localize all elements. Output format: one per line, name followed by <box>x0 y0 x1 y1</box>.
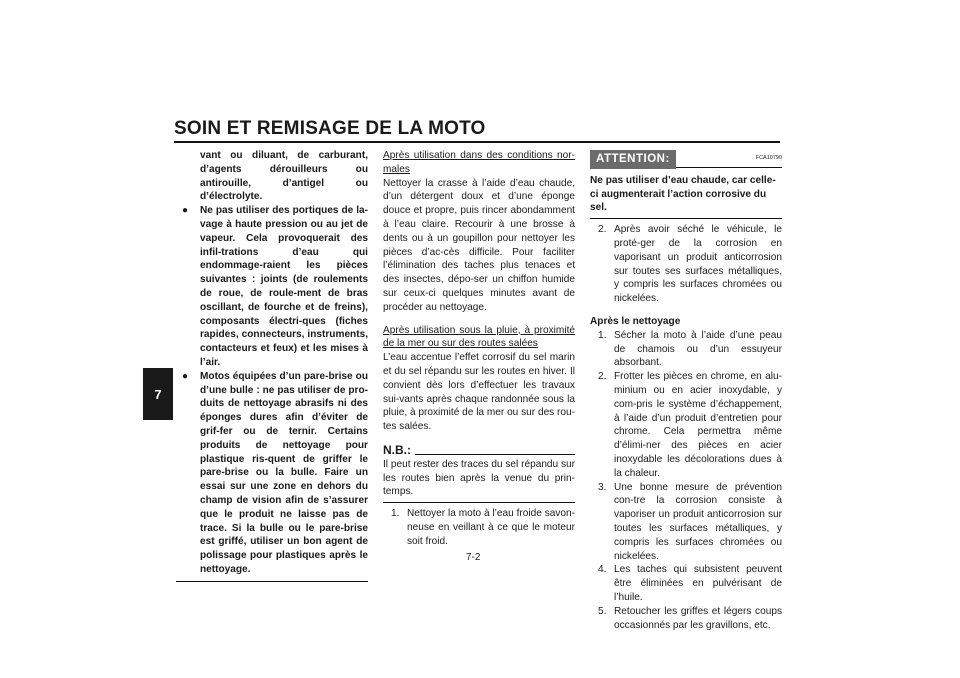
bullet-icon: ● <box>182 370 189 382</box>
step-text: Retoucher les griffes et légers coups occasionnés par les gravillons, etc. <box>614 605 782 631</box>
after-cleaning-heading: Après le nettoyage <box>590 315 681 327</box>
step-text: Sécher la moto à l’aide d’une peau de chamois ou d’un essuyeur absorbant. <box>614 329 782 369</box>
paragraph-normal: Nettoyer la crasse à l’aide d’eau chaude, d’un détergent doux et d’une éponge douce et propre, puis rincer abondamment à l’eau claire. Recourir à une brosse à dents ou à un goupillon pour nettoyer les pièces d’ac-cès difficile. Pour faciliter l’élimination des taches plus tenaces et des insectes, dépo-ser un chiffon humide sur ceux-ci quelques minutes avant de procéder au nettoyage. <box>383 177 575 313</box>
step-number: 5. <box>598 605 607 617</box>
list-item <box>590 329 782 370</box>
step-text: Les taches qui subsistent peuvent être éliminées en pulvérisant de l’huile. <box>614 564 782 603</box>
bullet-text: Ne pas utiliser des portiques de la-vage à haute pression ou au jet de vapeur. Cela provoquerait des infil-trations d’eau qui endommage-raient les pièces suivantes : joints (de roulements de roue, de roule-ment de bras oscillant, de fourche et de freins), composants électri-ques (fiches rapides, connecteurs, instruments, contacteurs et feux) et les mises à l’air. <box>200 205 368 368</box>
step-number: 2. <box>598 371 607 383</box>
step-item <box>383 507 575 548</box>
warning-end-rule <box>176 581 368 582</box>
list-item <box>590 370 782 480</box>
step-text: Une bonne mesure de prévention con-tre la corrosion consiste à vaporiser un produit anticorrosion sur toutes les surfaces métalliques, y compris les surfaces chromées ou nickelées. <box>614 481 782 562</box>
note-end-rule <box>383 502 575 503</box>
bullet-item <box>176 204 368 370</box>
step-item <box>590 223 782 306</box>
paragraph-salt: L’eau accentue l’effet corrosif du sel marin et du sel répandu sur les routes en hiver. Il convient dès lors d’effectuer les travaux sui-vants après chaque randonnée sous la pluie, à proximité de la mer ou sur des rou-tes salées. <box>383 352 575 433</box>
list-item <box>590 481 782 564</box>
step-number: 1. <box>598 329 607 341</box>
bullet-text: Motos équipées d’un pare-brise ou d’une bulle : ne pas utiliser de pro-duits de nettoyage abrasifs ni des éponges dures afin d’éviter de grif-fer ou de ternir. Certains produits de nettoyage pour plastique ris-quent de griffer le pare-brise ou la bulle. Faire un essai sur une zone en dehors du champ de vision afin de s’assurer que le produit ne laisse pas de trace. Si la bulle ou le pare-brise est griffé, utiliser un bon agent de polissage pour plastiques après le nettoyage. <box>200 370 368 575</box>
title-rule <box>174 141 780 143</box>
step-text: Frotter les pièces en chrome, en alu-minium ou en acier inoxydable, y com-pris le système d’échappement, à l’aide d’un produit d’entretien pour chrome. Cela permettra même d’élimi-ner des pièces en acier inoxydable les décolorations dues à la chaleur. <box>614 371 782 479</box>
attention-end-rule <box>590 218 782 219</box>
chapter-tab: 7 <box>143 368 173 420</box>
warning-intro: vant ou diluant, de carburant, d’agents dérouilleurs ou antirouille, d’antigel ou d’électrolyte. <box>200 150 368 203</box>
note-header <box>383 444 575 458</box>
section-heading-salt: Après utilisation sous la pluie, à proximité de la mer ou sur des routes salées <box>383 324 575 350</box>
list-item <box>590 563 782 604</box>
bullet-item <box>176 370 368 577</box>
attention-header <box>590 150 782 169</box>
step-number: 1. <box>391 508 400 520</box>
column-2 <box>383 149 575 549</box>
bullet-icon: ● <box>182 205 189 217</box>
attention-badge: ATTENTION: <box>590 150 676 169</box>
step-number: 3. <box>598 481 607 493</box>
section-heading-normal: Après utilisation dans des conditions nor-males <box>383 150 575 175</box>
page-number: 7-2 <box>466 552 481 563</box>
list-item <box>590 605 782 633</box>
step-number: 2. <box>598 224 607 236</box>
note-label: N.B.: <box>383 442 411 457</box>
note-rule <box>415 454 575 455</box>
note-text: Il peut rester des traces du sel répandu sur les routes bien après la venue du prin-temps. <box>383 458 575 498</box>
step-text: Après avoir séché le véhicule, le proté-ger de la corrosion en vaporisant un produit anticorrosion sur toutes ses surfaces métalliques, y compris les surfaces chromées ou nickelées. <box>614 224 782 305</box>
attention-text: Ne pas utiliser d’eau chaude, car celle-ci augmenterait l’action corrosive du sel. <box>590 174 776 214</box>
page-title: SOIN ET REMISAGE DE LA MOTO <box>174 118 486 139</box>
step-number: 4. <box>598 564 607 576</box>
column-3 <box>590 150 782 632</box>
column-1 <box>176 149 368 582</box>
step-text: Nettoyer la moto à l’eau froide savon-neuse en veillant à ce que le moteur soit froid. <box>407 508 575 547</box>
attention-rule <box>676 167 782 168</box>
attention-code: FCA10790 <box>755 155 782 161</box>
